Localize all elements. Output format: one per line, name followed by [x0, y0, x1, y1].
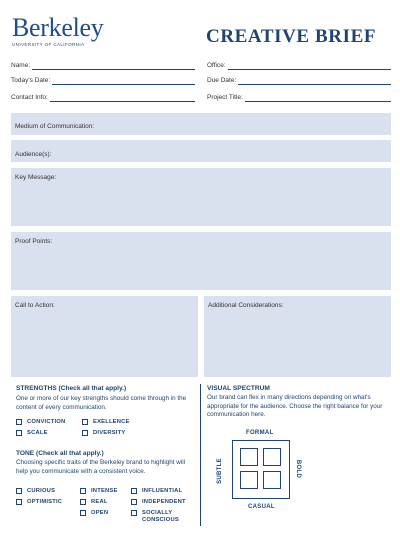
open-label: OPEN: [91, 510, 109, 516]
checkbox-influential[interactable]: [131, 488, 182, 495]
section-divider: [200, 384, 201, 526]
checkbox-real[interactable]: [80, 499, 108, 506]
checkbox-icon[interactable]: [82, 430, 88, 436]
spectrum-formal-label: FORMAL: [246, 430, 274, 436]
project-title-label: Project Title:: [207, 94, 243, 101]
conviction-label: CONVICTION: [27, 419, 66, 425]
todays-date-label: Today's Date:: [11, 77, 51, 84]
curious-label: CURIOUS: [27, 488, 56, 494]
checkbox-diversity[interactable]: [82, 430, 125, 437]
checkbox-icon[interactable]: [131, 499, 137, 505]
contact-info-field[interactable]: [11, 92, 195, 102]
checkbox-independent[interactable]: [131, 499, 186, 506]
additional-considerations-label: Additional Considerations:: [208, 302, 284, 309]
key-message-label: Key Message:: [15, 174, 57, 181]
real-label: REAL: [91, 499, 108, 505]
office-line[interactable]: [228, 62, 391, 70]
key-message-box[interactable]: [11, 168, 391, 226]
todays-date-line[interactable]: [52, 77, 195, 85]
checkbox-icon[interactable]: [80, 510, 86, 516]
due-date-label: Due Date:: [207, 77, 237, 84]
page-title: CREATIVE BRIEF: [206, 26, 377, 47]
call-to-action-box[interactable]: [11, 296, 198, 377]
checkbox-icon[interactable]: [80, 488, 86, 494]
visual-spectrum-title: VISUAL SPECTRUM: [207, 385, 270, 392]
due-date-field[interactable]: [207, 75, 391, 85]
due-date-line[interactable]: [238, 77, 391, 85]
office-label: Office:: [207, 62, 226, 69]
medium-box[interactable]: [11, 113, 391, 135]
spectrum-cell-formal-subtle[interactable]: [240, 448, 258, 466]
project-title-line[interactable]: [245, 94, 391, 102]
additional-considerations-box[interactable]: [204, 296, 391, 377]
logo-subtitle: UNIVERSITY OF CALIFORNIA: [12, 42, 85, 47]
diversity-label: DIVERSITY: [93, 430, 126, 436]
spectrum-cell-formal-bold[interactable]: [263, 448, 281, 466]
visual-spectrum-description: Our brand can flex in many directions depending on what's appropriate for the audience. Choose the right balance for your communication here.: [207, 394, 383, 418]
intense-label: INTENSE: [91, 488, 118, 494]
berkeley-logo: [12, 13, 104, 47]
contact-info-line[interactable]: [50, 94, 195, 102]
checkbox-icon[interactable]: [131, 510, 137, 516]
influential-label: INFLUENTIAL: [142, 488, 183, 494]
scale-label: SCALE: [27, 430, 48, 436]
todays-date-field[interactable]: [11, 75, 195, 85]
spectrum-casual-label: CASUAL: [248, 504, 275, 510]
spectrum-cell-casual-subtle[interactable]: [240, 471, 258, 489]
checkbox-icon[interactable]: [16, 430, 22, 436]
medium-label: Medium of Communication:: [15, 123, 95, 130]
checkbox-socially-conscious[interactable]: [131, 510, 187, 524]
exellence-label: EXELLENCE: [93, 419, 130, 425]
checkbox-optimistic[interactable]: [16, 499, 62, 506]
project-title-field[interactable]: [207, 92, 391, 102]
name-line[interactable]: [32, 62, 195, 70]
call-to-action-label: Call to Action:: [15, 302, 55, 309]
name-field[interactable]: [11, 60, 195, 70]
tone-description: Choosing specific traits of the Berkeley brand to highlight will help you communicate with a consistent voice.: [16, 459, 186, 475]
name-label: Name:: [11, 62, 31, 69]
checkbox-exellence[interactable]: [82, 419, 130, 426]
strengths-title: STRENGTHS (Check all that apply.): [16, 385, 127, 392]
spectrum-cell-casual-bold[interactable]: [263, 471, 281, 489]
checkbox-conviction[interactable]: [16, 419, 65, 426]
spectrum-bold-label: BOLD: [295, 459, 302, 479]
spectrum-subtle-label: SUBTLE: [216, 458, 223, 484]
socially-conscious-label: SOCIALLY CONSCIOUS: [142, 510, 179, 523]
checkbox-open[interactable]: [80, 510, 108, 517]
proof-points-box[interactable]: [11, 232, 391, 290]
spectrum-grid: [232, 440, 290, 499]
checkbox-icon[interactable]: [16, 488, 22, 494]
checkbox-icon[interactable]: [80, 499, 86, 505]
strengths-description: One or more of our key strengths should come through in the content of every communication.: [16, 395, 187, 411]
checkbox-intense[interactable]: [80, 488, 118, 495]
checkbox-icon[interactable]: [16, 419, 22, 425]
tone-title: TONE (Check all that apply.): [16, 450, 104, 457]
audience-label: Audience(s):: [15, 151, 52, 158]
checkbox-icon[interactable]: [82, 419, 88, 425]
checkbox-scale[interactable]: [16, 430, 48, 437]
independent-label: INDEPENDENT: [142, 499, 186, 505]
checkbox-curious[interactable]: [16, 488, 55, 495]
proof-points-label: Proof Points:: [15, 238, 53, 245]
checkbox-icon[interactable]: [131, 488, 137, 494]
optimistic-label: OPTIMISTIC: [27, 499, 63, 505]
contact-info-label: Contact Info:: [11, 94, 48, 101]
audience-box[interactable]: [11, 140, 391, 162]
checkbox-icon[interactable]: [16, 499, 22, 505]
logo-wordmark: Berkeley: [12, 13, 104, 42]
office-field[interactable]: [207, 60, 391, 70]
